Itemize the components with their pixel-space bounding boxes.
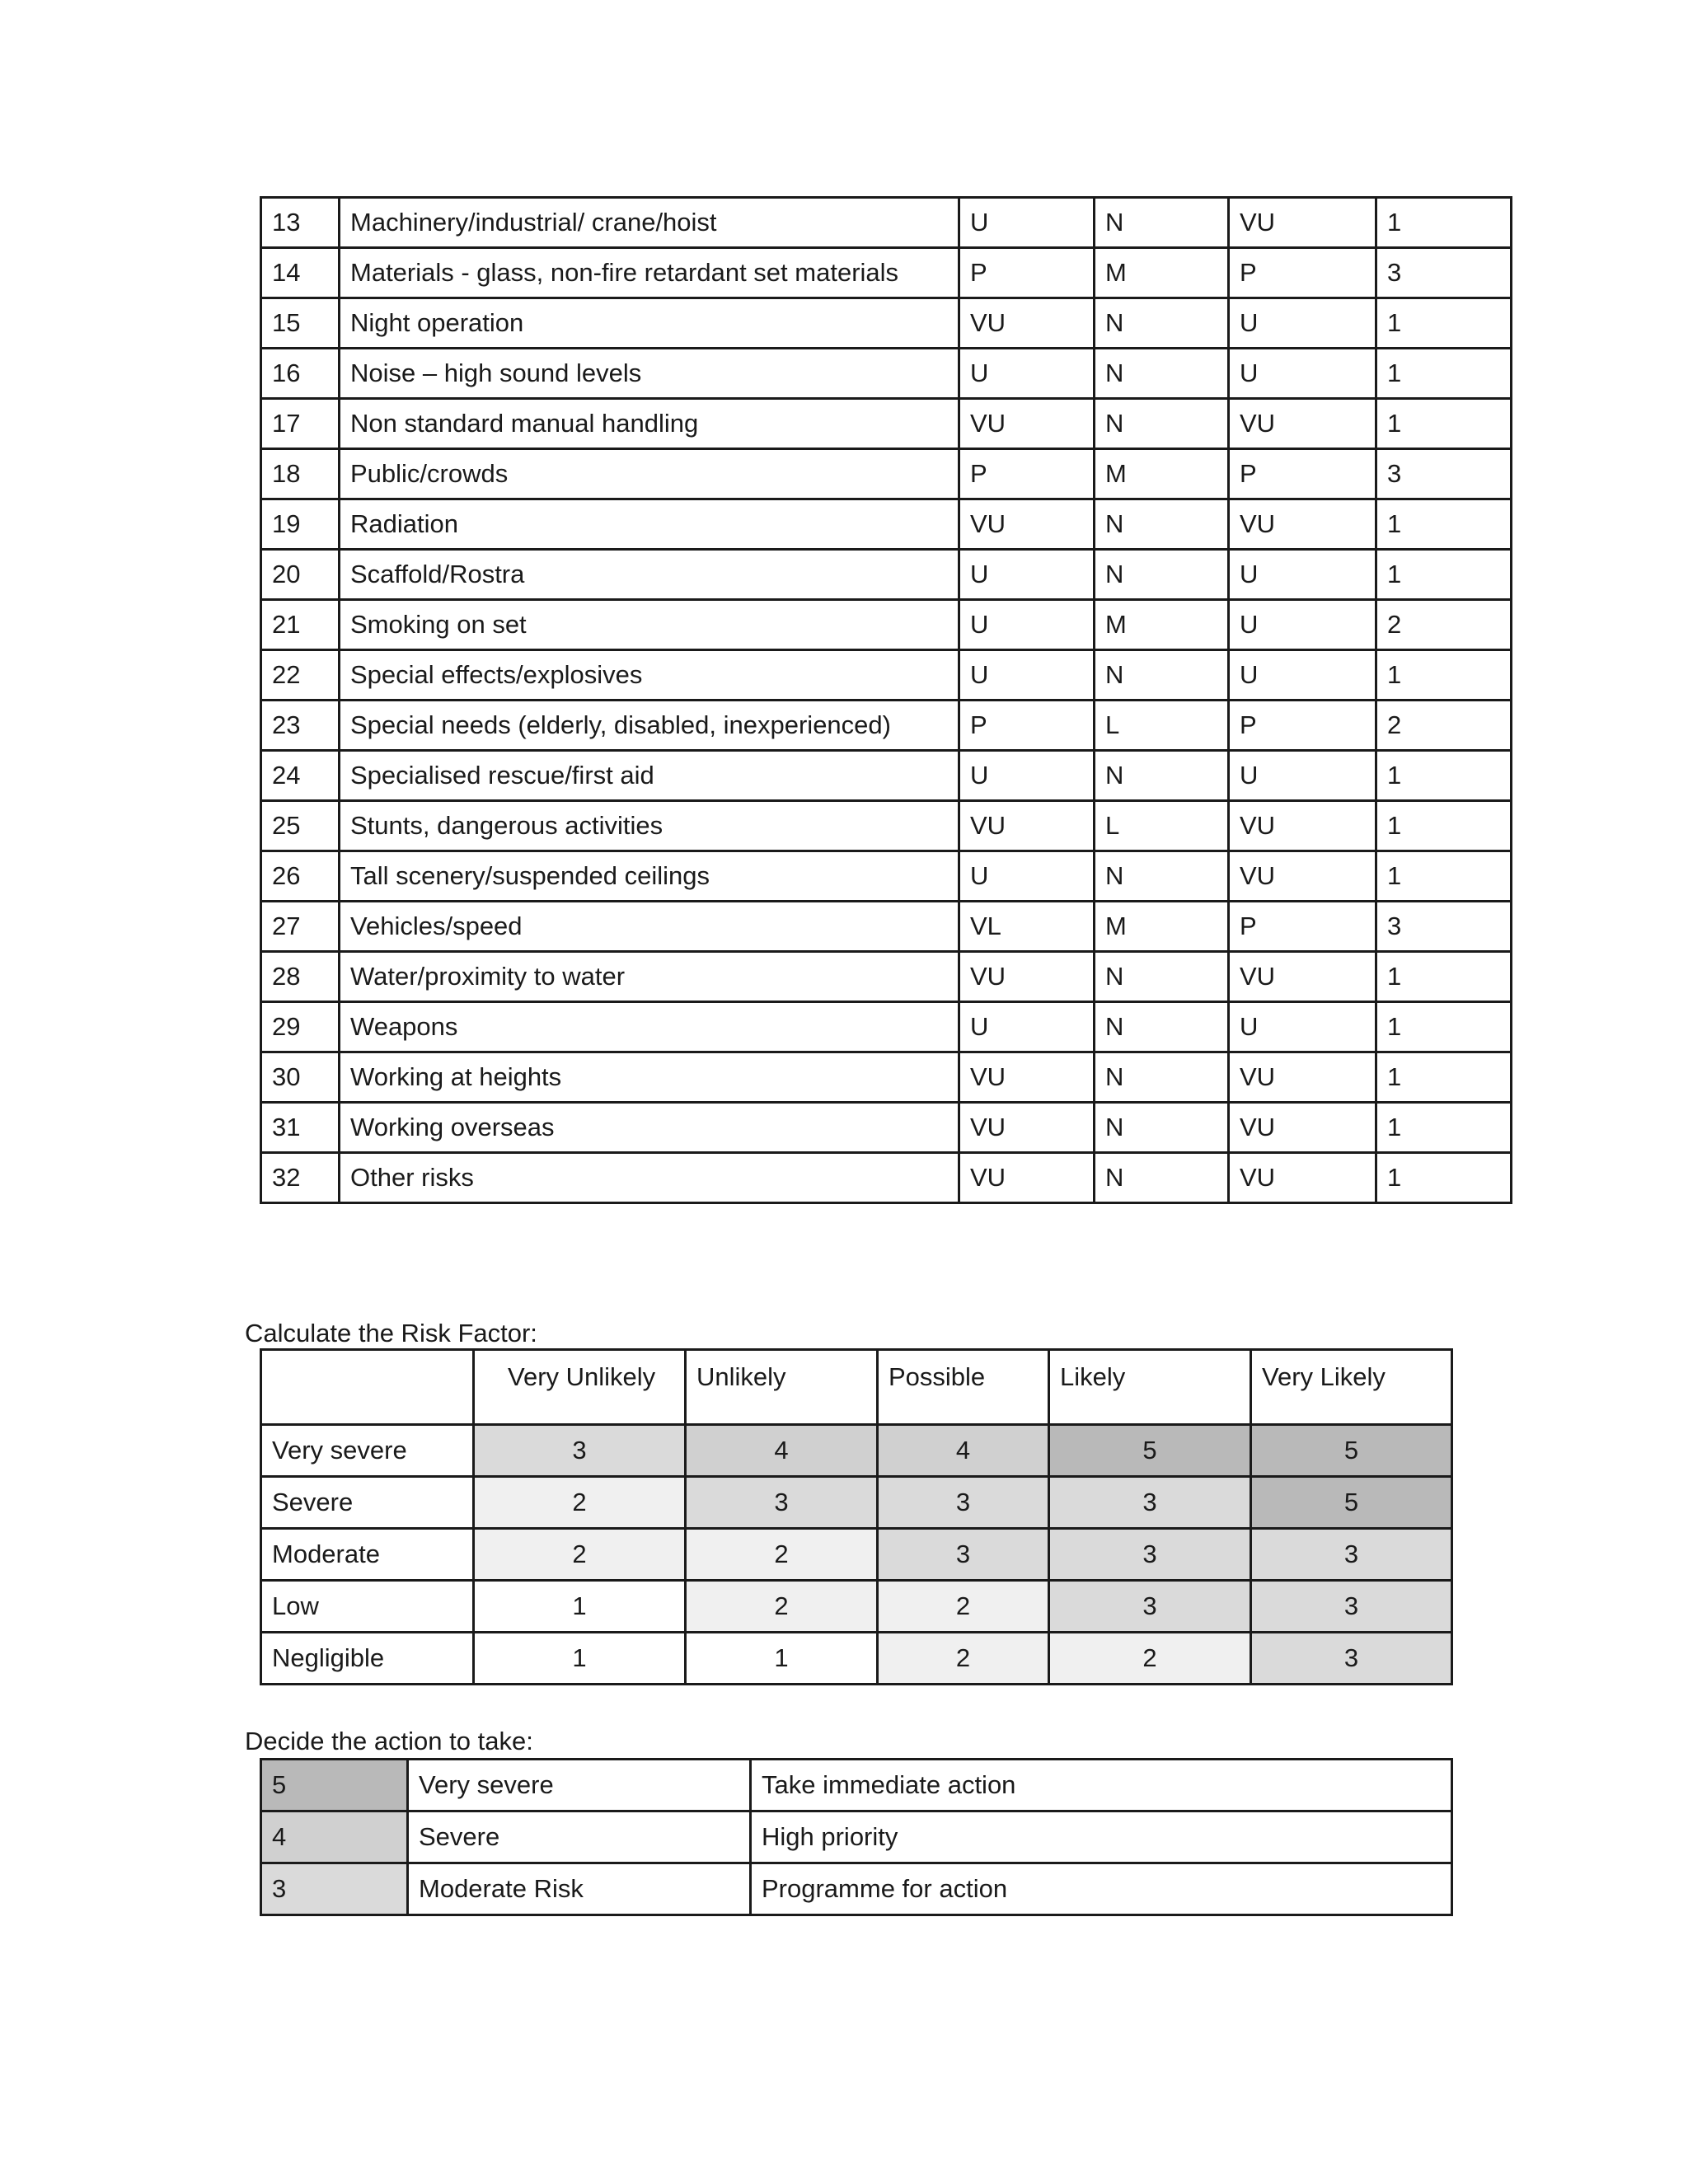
residual-rating: U [1229, 1002, 1376, 1052]
severity-rating: N [1095, 851, 1229, 902]
severity-row [261, 1529, 1452, 1581]
hazard-number: 29 [261, 1002, 340, 1052]
risk-factor-cell: 3 [1049, 1581, 1251, 1633]
hazard-risk-table [260, 196, 1512, 1204]
severity-row [261, 1581, 1452, 1633]
risk-factor-value: 1 [1376, 198, 1512, 248]
risk-factor-value: 1 [1376, 1052, 1512, 1103]
hazard-number: 28 [261, 952, 340, 1002]
hazard-row [261, 801, 1512, 851]
risk-factor-cell: 2 [878, 1633, 1049, 1685]
severity-row [261, 1633, 1452, 1685]
hazard-number: 30 [261, 1052, 340, 1103]
hazard-row [261, 751, 1512, 801]
risk-factor-cell: 3 [1049, 1529, 1251, 1581]
hazard-row [261, 349, 1512, 399]
risk-factor-value: 1 [1376, 499, 1512, 550]
severity-row [261, 1425, 1452, 1477]
hazard-number: 15 [261, 298, 340, 349]
hazard-number: 19 [261, 499, 340, 550]
risk-factor-cell: 2 [1049, 1633, 1251, 1685]
action-level: 5 [261, 1760, 408, 1811]
residual-rating: VU [1229, 399, 1376, 449]
hazard-row [261, 902, 1512, 952]
risk-factor-cell: 3 [1251, 1529, 1452, 1581]
hazard-row [261, 1002, 1512, 1052]
action-severity: Moderate Risk [408, 1863, 751, 1915]
residual-rating: U [1229, 298, 1376, 349]
severity-label: Low [261, 1581, 474, 1633]
hazard-number: 22 [261, 650, 340, 701]
residual-rating: U [1229, 550, 1376, 600]
action-rows [261, 1760, 1452, 1915]
severity-rating: L [1095, 701, 1229, 751]
residual-rating: P [1229, 248, 1376, 298]
risk-factor-value: 3 [1376, 248, 1512, 298]
hazard-description: Specialised rescue/first aid [340, 751, 959, 801]
severity-rating: N [1095, 1153, 1229, 1203]
residual-rating: VU [1229, 1153, 1376, 1203]
hazard-description: Scaffold/Rostra [340, 550, 959, 600]
likelihood-rating: VU [959, 801, 1095, 851]
risk-factor-value: 2 [1376, 701, 1512, 751]
risk-factor-cell: 5 [1049, 1425, 1251, 1477]
hazard-description: Working overseas [340, 1103, 959, 1153]
action-description: High priority [751, 1811, 1452, 1863]
hazard-number: 21 [261, 600, 340, 650]
severity-rating: N [1095, 298, 1229, 349]
hazard-number: 14 [261, 248, 340, 298]
hazard-number: 25 [261, 801, 340, 851]
severity-rating: N [1095, 550, 1229, 600]
matrix-corner-cell [261, 1350, 474, 1425]
hazard-row [261, 1153, 1512, 1203]
risk-factor-cell: 1 [686, 1633, 878, 1685]
hazard-number: 31 [261, 1103, 340, 1153]
hazard-row [261, 650, 1512, 701]
severity-rating: N [1095, 1002, 1229, 1052]
severity-rating: N [1095, 952, 1229, 1002]
matrix-header-row [261, 1350, 1452, 1425]
residual-rating: VU [1229, 198, 1376, 248]
risk-factor-cell: 3 [686, 1477, 878, 1529]
risk-factor-value: 1 [1376, 751, 1512, 801]
action-table [260, 1758, 1453, 1916]
hazard-number: 24 [261, 751, 340, 801]
residual-rating: P [1229, 701, 1376, 751]
hazard-number: 16 [261, 349, 340, 399]
hazard-row [261, 600, 1512, 650]
likelihood-rating: VU [959, 1153, 1095, 1203]
hazard-description: Vehicles/speed [340, 902, 959, 952]
risk-factor-value: 1 [1376, 1103, 1512, 1153]
likelihood-header: Likely [1049, 1350, 1251, 1425]
risk-factor-cell: 4 [878, 1425, 1049, 1477]
severity-label: Moderate [261, 1529, 474, 1581]
residual-rating: U [1229, 650, 1376, 701]
hazard-risk-rows [261, 198, 1512, 1203]
severity-rating: N [1095, 751, 1229, 801]
risk-factor-caption: Calculate the Risk Factor: [245, 1319, 537, 1347]
severity-rating: M [1095, 449, 1229, 499]
risk-factor-value: 1 [1376, 399, 1512, 449]
likelihood-header: Unlikely [686, 1350, 878, 1425]
hazard-number: 26 [261, 851, 340, 902]
hazard-number: 23 [261, 701, 340, 751]
severity-rating: N [1095, 1103, 1229, 1153]
severity-rating: N [1095, 1052, 1229, 1103]
residual-rating: VU [1229, 1103, 1376, 1153]
residual-rating: P [1229, 902, 1376, 952]
hazard-description: Weapons [340, 1002, 959, 1052]
risk-factor-value: 3 [1376, 902, 1512, 952]
hazard-row [261, 298, 1512, 349]
risk-factor-cell: 2 [474, 1477, 686, 1529]
action-severity: Severe [408, 1811, 751, 1863]
risk-factor-value: 1 [1376, 650, 1512, 701]
risk-factor-matrix [260, 1348, 1453, 1685]
residual-rating: VU [1229, 1052, 1376, 1103]
severity-rating: N [1095, 650, 1229, 701]
hazard-row [261, 499, 1512, 550]
hazard-description: Other risks [340, 1153, 959, 1203]
risk-factor-cell: 3 [878, 1477, 1049, 1529]
hazard-row [261, 399, 1512, 449]
severity-rating: N [1095, 499, 1229, 550]
residual-rating: U [1229, 751, 1376, 801]
severity-label: Negligible [261, 1633, 474, 1685]
likelihood-rating: U [959, 349, 1095, 399]
hazard-description: Special needs (elderly, disabled, inexperienced) [340, 701, 959, 751]
action-description: Take immediate action [751, 1760, 1452, 1811]
likelihood-rating: VU [959, 1052, 1095, 1103]
action-caption: Decide the action to take: [245, 1727, 533, 1755]
severity-row [261, 1477, 1452, 1529]
severity-label: Very severe [261, 1425, 474, 1477]
likelihood-rating: P [959, 248, 1095, 298]
risk-factor-cell: 2 [686, 1581, 878, 1633]
likelihood-header: Possible [878, 1350, 1049, 1425]
risk-factor-cell: 5 [1251, 1425, 1452, 1477]
risk-factor-cell: 3 [1251, 1633, 1452, 1685]
likelihood-rating: VL [959, 902, 1095, 952]
likelihood-rating: U [959, 1002, 1095, 1052]
risk-factor-cell: 1 [474, 1633, 686, 1685]
likelihood-rating: VU [959, 499, 1095, 550]
hazard-description: Noise – high sound levels [340, 349, 959, 399]
severity-rating: N [1095, 198, 1229, 248]
hazard-row [261, 550, 1512, 600]
residual-rating: VU [1229, 952, 1376, 1002]
hazard-row [261, 952, 1512, 1002]
risk-factor-cell: 3 [1049, 1477, 1251, 1529]
hazard-description: Water/proximity to water [340, 952, 959, 1002]
risk-factor-rows [261, 1350, 1452, 1685]
risk-factor-cell: 3 [878, 1529, 1049, 1581]
residual-rating: VU [1229, 499, 1376, 550]
action-level: 3 [261, 1863, 408, 1915]
hazard-description: Tall scenery/suspended ceilings [340, 851, 959, 902]
risk-factor-value: 1 [1376, 801, 1512, 851]
hazard-description: Radiation [340, 499, 959, 550]
hazard-row [261, 198, 1512, 248]
hazard-row [261, 449, 1512, 499]
likelihood-header: Very Unlikely [474, 1350, 686, 1425]
risk-factor-value: 1 [1376, 1153, 1512, 1203]
risk-factor-cell: 5 [1251, 1477, 1452, 1529]
likelihood-rating: U [959, 198, 1095, 248]
severity-rating: M [1095, 248, 1229, 298]
risk-factor-value: 1 [1376, 349, 1512, 399]
hazard-number: 32 [261, 1153, 340, 1203]
hazard-description: Night operation [340, 298, 959, 349]
likelihood-rating: U [959, 600, 1095, 650]
hazard-description: Working at heights [340, 1052, 959, 1103]
hazard-description: Special effects/explosives [340, 650, 959, 701]
severity-rating: M [1095, 600, 1229, 650]
likelihood-header: Very Likely [1251, 1350, 1452, 1425]
hazard-description: Non standard manual handling [340, 399, 959, 449]
likelihood-rating: P [959, 449, 1095, 499]
hazard-number: 27 [261, 902, 340, 952]
risk-factor-value: 1 [1376, 550, 1512, 600]
residual-rating: U [1229, 600, 1376, 650]
likelihood-rating: U [959, 851, 1095, 902]
severity-rating: M [1095, 902, 1229, 952]
likelihood-rating: P [959, 701, 1095, 751]
risk-factor-value: 1 [1376, 952, 1512, 1002]
hazard-number: 20 [261, 550, 340, 600]
hazard-description: Machinery/industrial/ crane/hoist [340, 198, 959, 248]
likelihood-rating: VU [959, 952, 1095, 1002]
residual-rating: P [1229, 449, 1376, 499]
risk-factor-value: 1 [1376, 1002, 1512, 1052]
likelihood-rating: VU [959, 1103, 1095, 1153]
action-row [261, 1863, 1452, 1915]
likelihood-rating: U [959, 650, 1095, 701]
hazard-row [261, 248, 1512, 298]
hazard-row [261, 701, 1512, 751]
risk-factor-cell: 3 [474, 1425, 686, 1477]
hazard-description: Stunts, dangerous activities [340, 801, 959, 851]
risk-factor-cell: 2 [686, 1529, 878, 1581]
severity-rating: N [1095, 349, 1229, 399]
risk-factor-cell: 2 [878, 1581, 1049, 1633]
action-description: Programme for action [751, 1863, 1452, 1915]
hazard-number: 13 [261, 198, 340, 248]
risk-factor-value: 2 [1376, 600, 1512, 650]
residual-rating: VU [1229, 851, 1376, 902]
risk-factor-cell: 3 [1251, 1581, 1452, 1633]
severity-rating: N [1095, 399, 1229, 449]
risk-factor-value: 1 [1376, 298, 1512, 349]
risk-factor-cell: 4 [686, 1425, 878, 1477]
risk-factor-cell: 1 [474, 1581, 686, 1633]
risk-factor-value: 3 [1376, 449, 1512, 499]
severity-label: Severe [261, 1477, 474, 1529]
risk-factor-cell: 2 [474, 1529, 686, 1581]
likelihood-rating: VU [959, 399, 1095, 449]
hazard-description: Materials - glass, non-fire retardant set materials [340, 248, 959, 298]
action-row [261, 1760, 1452, 1811]
risk-factor-value: 1 [1376, 851, 1512, 902]
likelihood-rating: U [959, 751, 1095, 801]
residual-rating: VU [1229, 801, 1376, 851]
hazard-number: 18 [261, 449, 340, 499]
hazard-description: Smoking on set [340, 600, 959, 650]
likelihood-rating: VU [959, 298, 1095, 349]
action-severity: Very severe [408, 1760, 751, 1811]
hazard-row [261, 851, 1512, 902]
action-row [261, 1811, 1452, 1863]
action-level: 4 [261, 1811, 408, 1863]
hazard-row [261, 1103, 1512, 1153]
hazard-row [261, 1052, 1512, 1103]
hazard-description: Public/crowds [340, 449, 959, 499]
likelihood-rating: U [959, 550, 1095, 600]
residual-rating: U [1229, 349, 1376, 399]
severity-rating: L [1095, 801, 1229, 851]
hazard-number: 17 [261, 399, 340, 449]
